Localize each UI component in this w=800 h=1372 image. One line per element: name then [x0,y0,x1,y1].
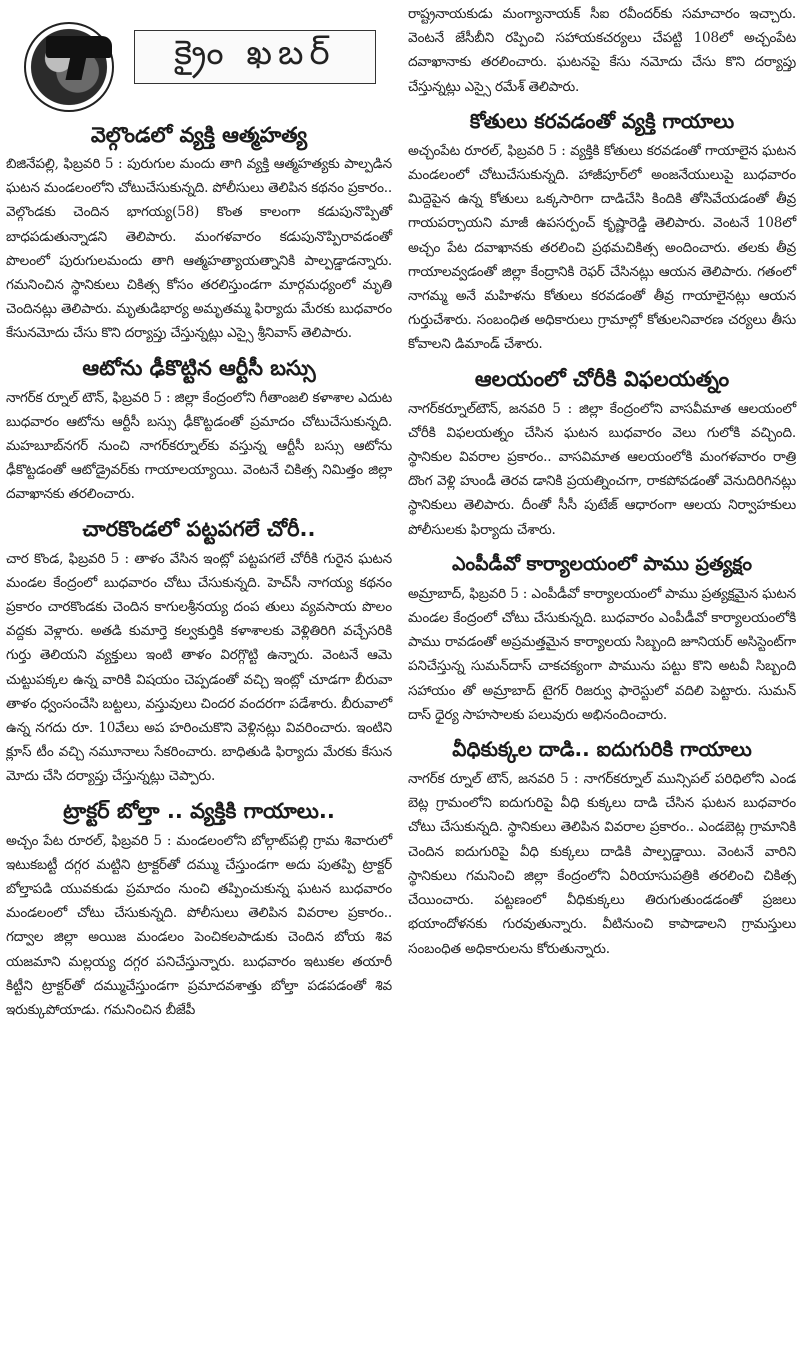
article-body [6,547,392,789]
dateline: బిజినేపల్లి, ఫిబ్రవరి 5 : [6,156,123,172]
dateline: అమ్రాబాద్, ఫిబ్రవరి 5 : [408,585,528,602]
dateline: అచ్చంపేట రూరల్, ఫిబ్రవరి 5 : [408,142,566,159]
masthead [6,0,392,110]
body-text: జిల్లా కేంద్రంలోని వాసవీమాత ఆలయంలో చోరీకి విఫలయత్నం చేసిన ఘటన బుధవారం వెలు గులోకి వచ్చింది. స్థానికుల వివరాల ప్రకారం.. వాసవిమాత ఆలయంలోకి మంగళవారం రాత్రి దొంగ వెళ్లి హుండీ తెరవ డానికి ప్రయత్నించగా, రాకపోవడంతో వెనుదిరిగినట్లు స్థానికులు తెలిపారు. దీంతో సీసీ పుటేజ్ ఆధారంగా ఆలయ నిర్వాహకులు పోలీసులకు ఫిర్యాదు చేశారు. [408,400,797,538]
body-text: తాళం వేసిన ఇంట్లో పట్టపగలే చోరీకి గురైన ఘటన మండల కేంద్రంలో బుధవారం చోటు చేసుకున్నది. హెచ్‌సీ నాగయ్య కథనం ప్రకారం చారకొండకు చెందిన కాగులశ్రీనయ్య దంప తులు వ్యవసాయ పొలం వద్దకు వెళ్లారు. అతడి కుమార్తె కల్వకుర్తికి కళాశాలకు వెళ్లితిరిగి వచ్చేసరికి గుర్తు తెలియని వ్యక్తులు ఇంటి తాళం విరగ్గొట్టి ఉన్నారు. వెంటనే ఆమె చుట్టుపక్కల ఉన్న వారికి విషయం చెప్పడంతో వచ్చి ఇంట్లో చూడగా బీరువా తాళం ధ్వంసంచేసి బట్టలు, వస్తువులు చిందర వందరగా పడేశారు. బీరువాలో ఉన్న నగదు రూ. 10వేలు అప హరించుకొని వెళ్లినట్లు వివరించారు. ఇంటిని క్లూస్ టీం వచ్చి నమూనాలు సేకరించారు. బాధితుడి ఫిర్యాదు మేరకు కేసున మోదు చేసి దర్యాప్తు చేస్తున్నట్లు చెప్పారు. [6,550,393,785]
headline: ఎంపీడీవో కార్యాలయంలో పాము ప్రత్యక్షం [452,552,752,575]
article-charakonda-theft [6,511,392,789]
body-text: నాగర్‌కర్నూల్ మున్సిపల్ పరిధిలోని ఎండ బెట్ల గ్రామంలోని ఐదుగురిపై వీధి కుక్కలు దాడి చేసిన ఘటన బుధవారం చోటు చేసుకున్నది. స్థానికులు తెలిపిన వివరాల ప్రకారం.. ఎండబెట్ల గ్రామానికి చెందిన ఐదుగురిపై వీధి కుక్కలు దాడికి పాల్పడ్డాయి. వెంటనే వారిని స్థానికులు గమనించి జిల్లా కేంద్రంలోని ఏరియాసుపత్రికి తరలించి చికిత్స చేయించారు. పట్టణంలో వీధికుక్కలు తిరుగుతుండడంతో ప్రజలు భయాందోళనకు గురవుతున్నారు. వీటినుంచి కాపాడాలని గ్రామస్తులు సంబంధిత అధికారులను కోరుతున్నారు. [408,771,797,957]
headline: వీధికుక్కల దాడి.. ఐదుగురికి గాయాలు [452,737,752,762]
article-velgonda-suicide [6,118,392,346]
left-column [6,0,392,1026]
headline: చారకొండలో పట్టపగలే చోరీ.. [82,516,316,541]
article-body [6,829,392,1023]
body-text: జిల్లా కేంద్రంలోని గీతాంజలి కళాశాల ఎదుట బుధవారం ఆటోను ఆర్టీసీ బస్సు ఢీకొట్టడంతో ప్రమాదం చోటుచేసుకున్నది. మహబూబ్‌నగర్ నుంచి నాగర్‌కర్నూల్‌కు వస్తున్న ఆర్టీసీ బస్సు ఆటోను ఢీకొట్టడంతో ఆటోడ్రైవర్‌కు గాయాలయ్యాయి. వెంటనే చికిత్స నిమిత్తం జిల్లా దవాఖానకు తరలించారు. [6,389,393,503]
article-body [6,152,392,346]
body-text: వ్యక్తికి కోతులు కరవడంతో గాయాలైన ఘటన మండలంలో చోటుచేసుకున్నది. హాజీపూర్‌లో అంజనేయులుపై బుధవారం మిద్దెపైన ఉన్న కోతులు ఒక్కసారిగా దాడిచేసి కిందికి తోసివేయడంతో తీవ్ర గాయపర్చాయని మాజీ ఉపసర్పంచ్ కృష్ణారెడ్డి తెలిపారు. వెంటనే 108లో అచ్చం పేట దవాఖానకు తరలించి ప్రథమచికిత్స అందించారు. తలకు తీవ్ర గాయాలవ్వడంతో జిల్లా కేంద్రానికి రెఫర్ చేసినట్లు ఆయన తెలిపారు. గతంలో నాగమ్మ అనే మహిళను కోతులు కరవడంతో తీవ్ర గాయాలైనట్లు ఆయన గుర్తుచేశారు. సంబంధిత అధికారులు గ్రామాల్లో కోతులనివారణ చర్యలు తీసు కోవాలని డిమాండ్ చేశారు. [408,142,796,353]
article-body [6,386,392,507]
article-continued [408,2,796,99]
dateline: నాగర్‌క ర్నూల్ టౌన్, ఫిబ్రవరి 5 : [6,389,171,406]
body-text: మండలంలోని బోల్గాట్‌పల్లి గ్రామ శివారులో ఇటుకబట్టీ దగ్గర మట్టిని ట్రాక్టర్‌తో దమ్ము చేస్తుండగా అదు పుతప్పి ట్రాక్టర్ బోల్తాపడి యువకుడు ప్రమాదం నుంచి తప్పించుకున్న ఘటన బుధవారం మండలంలో చోటు చేసుకున్నది. పోలీసులు తెలిపిన వివరాల ప్రకారం.. గద్వాల జిల్లా అయిజ మండలం పెంచికలపాడుకు చెందిన బోయ శివ యజమాని మల్లయ్య దగ్గర పనిచేస్తున్నారు. బుధవారం ఇటుకల తయారీ కిట్టీని ట్రాక్టర్‌తో దమ్ముచేస్తుండగా ప్రమాదవశాత్తు బోల్తా పడపడంతో శివ ఇరుక్కుపోయాడు. గమనించిన బీజేపీ [6,832,392,1019]
dateline: అచ్చం పేట రూరల్, ఫిబ్రవరి 5 : [6,832,172,849]
article-stray-dogs-attack [408,731,796,961]
article-tractor-overturn [6,793,392,1023]
article-body [408,582,796,727]
right-column [408,0,796,965]
headline: ఆలయంలో చోరీకి విఫలయత్నం [474,366,730,391]
dateline: నాగర్‌క ర్నూల్ టౌన్, జనవరి 5 : [408,771,579,788]
article-monkey-bite [408,103,796,357]
article-body [408,767,796,961]
headline: ఆటోను ఢీకొట్టిన ఆర్టీసీ బస్సు [82,355,316,380]
masthead-title: క్రైం ఖబర్ [134,30,376,84]
dateline: నాగర్‌కర్నూల్‌టౌన్, జనవరి 5 : [408,400,573,417]
body-text: రాష్ట్రనాయకుడు మంగ్యానాయక్ సీఐ రవీందర్‌కు సమాచారం ఇచ్చారు. వెంటనే జేసీబీని రప్పించి సహాయకచర్యలు చేపట్టి 108లో అచ్చంపేట దవాఖానాకు తరలించారు. ఘటనపై కేసు నమోదు చేసు కొని దర్యాప్తు చేస్తున్నట్లు ఎస్సై రమేశ్ తెలిపారు. [408,6,796,95]
article-body [408,2,796,99]
article-temple-theft-attempt [408,361,796,542]
headline: కోతులు కరవడంతో వ్యక్తి గాయాలు [469,108,735,133]
gun-icon [46,36,112,58]
body-text: పురుగుల మందు తాగి వ్యక్తి ఆత్మహత్యకు పాల్పడిన ఘటన మండలంలోని చోటుచేసుకున్నది. పోలీసులు తెలిపిన కథనం ప్రకారం.. వెల్గొండకు చెందిన భాగయ్య(58) కొంత కాలంగా కడుపునొప్పితో బాధపడుతున్నాడని తెలిపారు. మంగళవారం కడుపునొప్పిరావడంతో పొలంలో పురుగులమందు తాగి ఆత్మహత్యాయత్నానికి పాల్పడ్డాడన్నారు. గమనించిన స్థానికులు చికిత్స కోసం తరలిస్తుండగా మార్గమధ్యంలో మృతి చెందినట్లు తెలిపారు. మృతుడిభార్య అమృతమ్మ ఫిర్యాదు మేరకు బుధవారం కేసునమోదు చేసు కొని దర్యాప్తు చేస్తున్నట్లు ఎస్సై శ్రీనివాస్ తెలిపారు. [6,156,392,342]
article-body [408,139,796,357]
article-body [408,397,796,542]
headline: ట్రాక్టర్ బోల్తా .. వ్యక్తికి గాయాలు.. [63,798,335,823]
dateline: చార కొండ, ఫిబ్రవరి 5 : [6,550,129,567]
article-rtc-bus-auto [6,350,392,507]
article-snake-in-office [408,546,796,727]
body-text: ఎంపీడీవో కార్యాలయంలో పాము ప్రత్యక్షమైన ఘటన మండల కేంద్రంలో చోటు చేసుకున్నది. బుధవారం ఎంపీడీవో కార్యాలయంలోకి పాము రావడంతో అప్రమత్తమైన కార్యాలయ సిబ్బంది జూనియర్ అసిస్టెంట్‌గా పనిచేస్తున్న సుమన్‌దాస్ చాకచక్యంగా పామును పట్టు కొని అటవీ సిబ్బంది సహాయం తో అమ్రాబాద్ టైగర్ రిజర్వు ఫారెస్టులో వదిలి పెట్టారు. సుమన్ దాస్ ధైర్య సాహసాలకు పలువురు అభినందించారు. [408,585,796,723]
headline: వెల్గొండలో వ్యక్తి ఆత్మహత్య [90,123,308,147]
